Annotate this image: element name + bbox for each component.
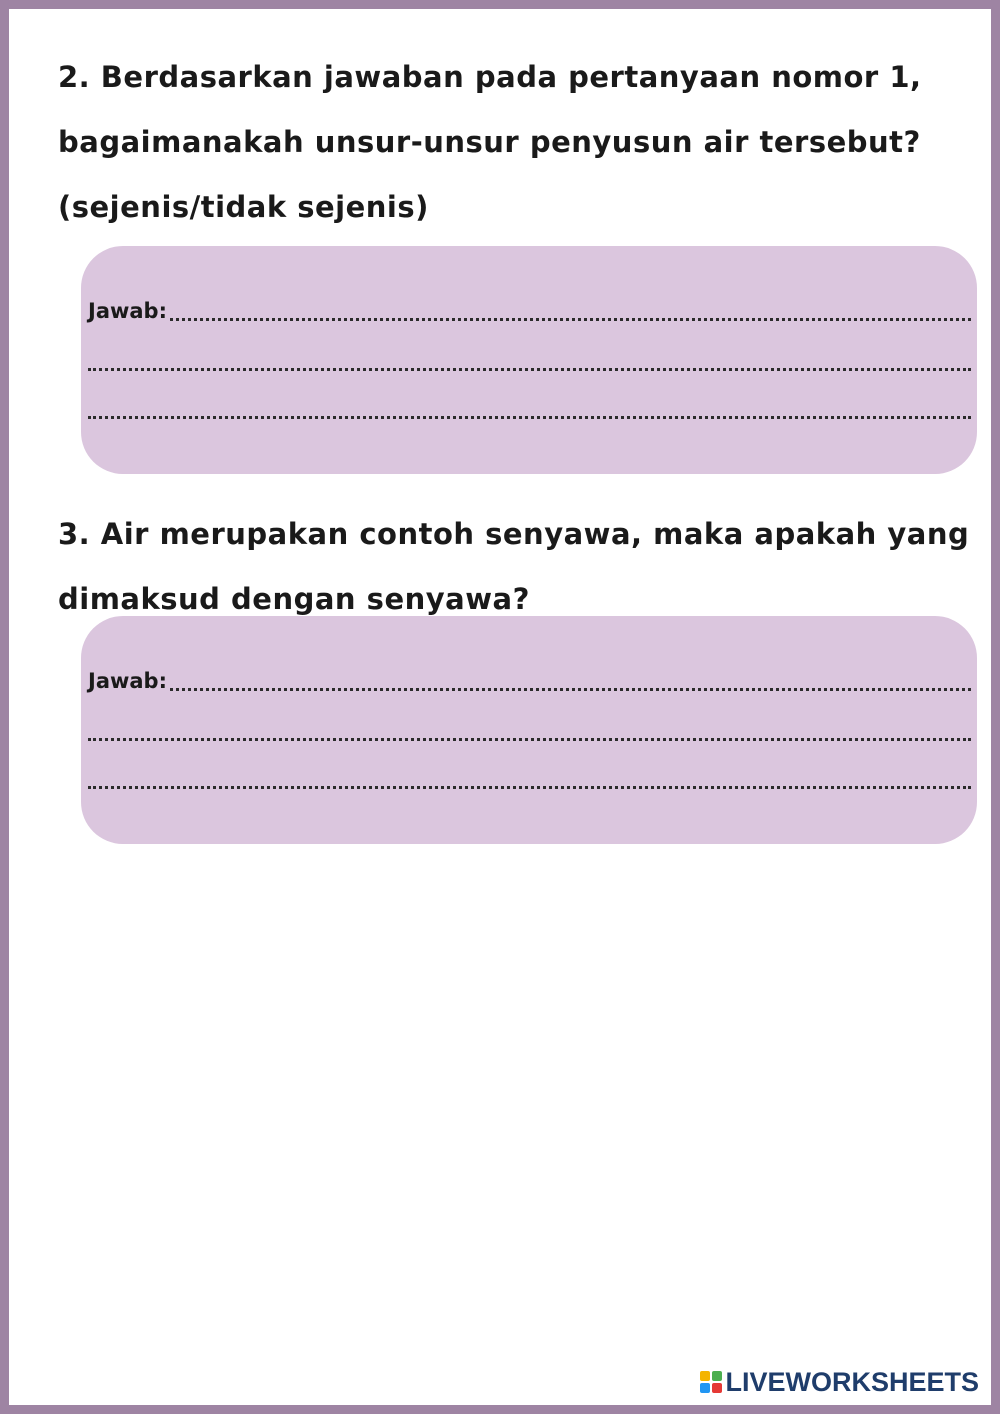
answer-row-3 bbox=[88, 396, 971, 422]
answer-box-question-3 bbox=[81, 616, 977, 844]
question-3 bbox=[58, 502, 970, 632]
answer-input-q2-line-3[interactable] bbox=[88, 396, 971, 419]
answer-row-1 bbox=[88, 298, 971, 324]
answer-box-question-2 bbox=[81, 246, 977, 474]
answer-input-q2-line-1[interactable] bbox=[170, 298, 971, 321]
liveworksheets-logo-icon bbox=[700, 1371, 722, 1393]
answer-row-1 bbox=[88, 668, 971, 694]
answer-input-q3-line-2[interactable] bbox=[88, 718, 971, 741]
answer-label: Jawab: bbox=[88, 299, 167, 323]
answer-row-3 bbox=[88, 766, 971, 792]
liveworksheets-watermark bbox=[700, 1367, 979, 1397]
answer-input-q3-line-1[interactable] bbox=[170, 668, 971, 691]
question-3-line-1: 3. Air merupakan contoh senyawa, maka apakah yang bbox=[58, 517, 970, 551]
answer-row-2 bbox=[88, 718, 971, 744]
answer-input-q2-line-2[interactable] bbox=[88, 348, 971, 371]
question-2-line-1: 2. Berdasarkan jawaban pada pertanyaan nomor 1, bbox=[58, 60, 922, 94]
question-3-line-2: dimaksud dengan senyawa? bbox=[58, 582, 530, 616]
question-2-line-2: bagaimanakah unsur-unsur penyusun air tersebut? bbox=[58, 125, 921, 159]
answer-row-2 bbox=[88, 348, 971, 374]
answer-label: Jawab: bbox=[88, 669, 167, 693]
question-2-line-3: (sejenis/tidak sejenis) bbox=[58, 190, 429, 224]
question-2 bbox=[58, 45, 958, 240]
watermark-text: LIVEWORKSHEETS bbox=[725, 1366, 979, 1397]
answer-input-q3-line-3[interactable] bbox=[88, 766, 971, 789]
